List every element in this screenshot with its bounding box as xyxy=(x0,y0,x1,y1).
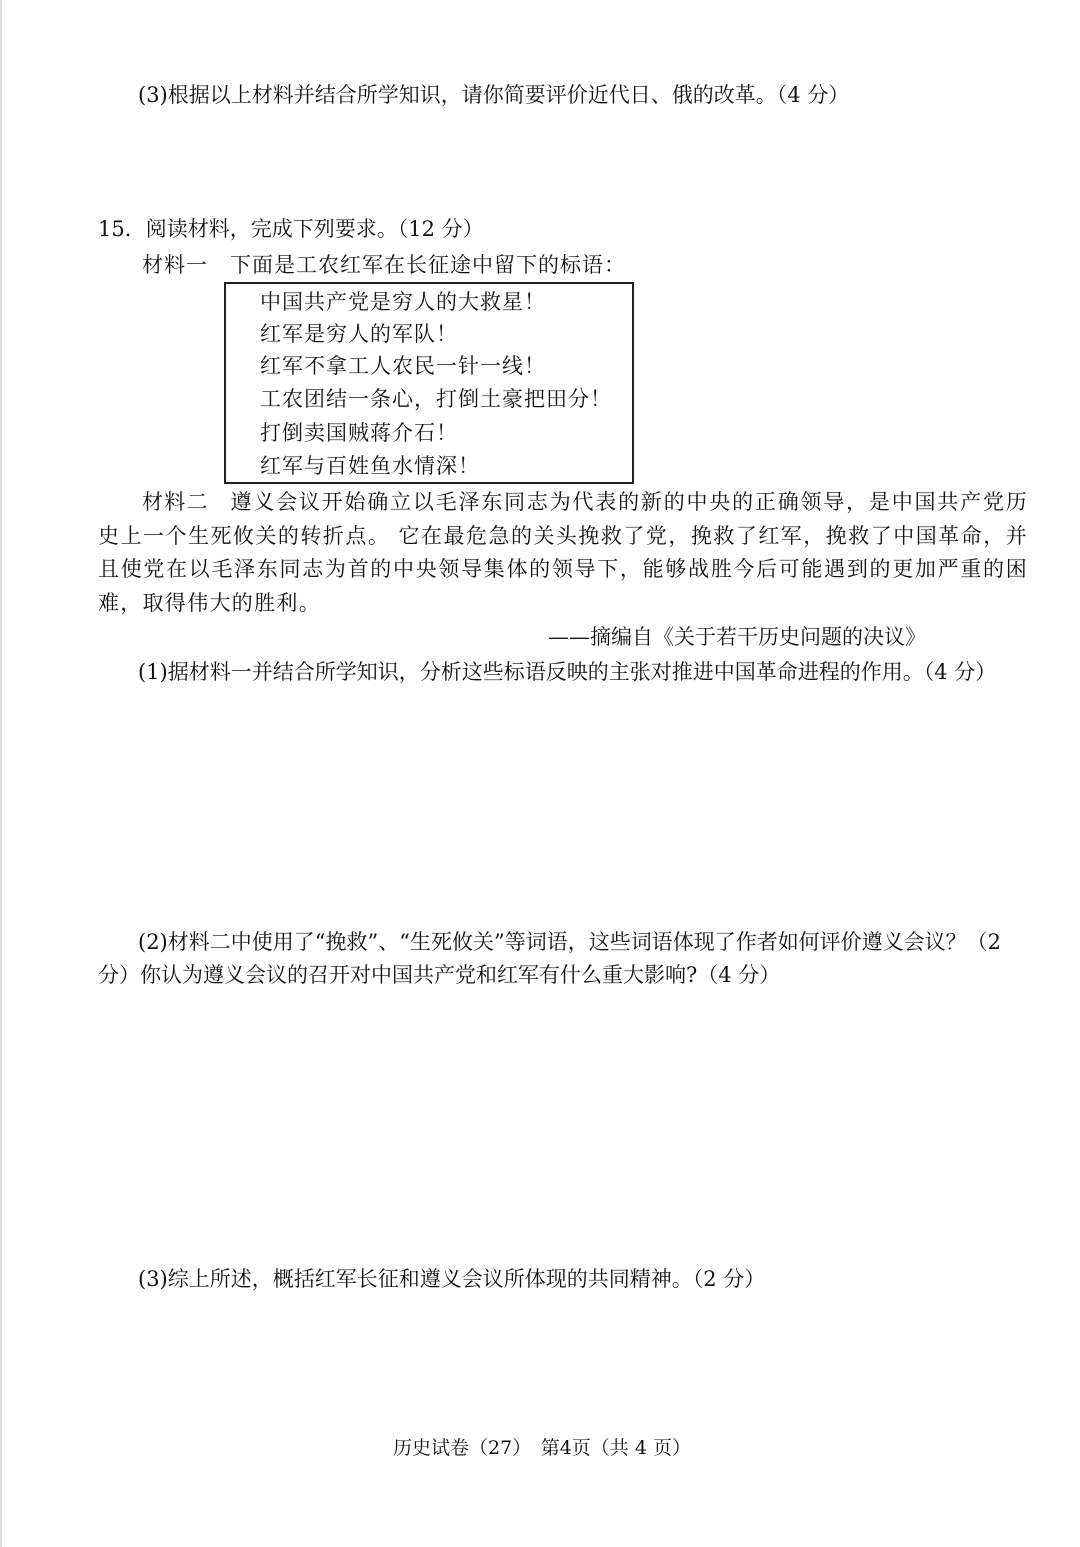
material-1-intro-text: 下面是工农红军在长征途中留下的标语： xyxy=(230,253,626,277)
slogan-6: 红军与百姓鱼水情深！ xyxy=(260,454,480,478)
material-2-source: ——摘编自《关于若干历史问题的决议》 xyxy=(548,625,926,649)
slogan-4: 工农团结一条心，打倒土豪把田分！ xyxy=(260,387,612,411)
material-2-label: 材料二 xyxy=(142,490,209,514)
material-1-label: 材料一 xyxy=(142,253,208,277)
material-1-intro xyxy=(142,250,626,280)
page-footer: 历史试卷（27） 第4页（共 4 页） xyxy=(393,1437,691,1459)
previous-question-3: (3)根据以上材料并结合所学知识，请你简要评价近代日、俄的改革。（4 分） xyxy=(138,83,850,107)
sub-question-3: (3)综上所述，概括红军长征和遵义会议所体现的共同精神。（2 分） xyxy=(138,1267,766,1291)
slogan-box xyxy=(224,282,634,484)
sub-question-1: (1)据材料一并结合所学知识，分析这些标语反映的主张对推进中国革命进程的作用。（4 分） xyxy=(138,660,997,684)
material-2-paragraph xyxy=(98,486,1028,620)
slogan-5: 打倒卖国贼蒋介石！ xyxy=(260,421,458,445)
material-2-text: 遵义会议开始确立以毛泽东同志为代表的新的中央的正确领导，是中国共产党历史上一个生死攸关的转折点。 它在最危急的关头挽救了党，挽救了红军，挽救了中国革命，并且使党在以毛泽东同志为首的中央领导集体的领导下，能够战胜今后可能遇到的更加严重的困难，取得伟大的胜利。 xyxy=(98,490,1028,615)
sub-question-2: (2)材料二中使用了“挽救”、“生死攸关”等词语，这些词语体现了作者如何评价遵义会议？（2 分）你认为遵义会议的召开对中国共产党和红军有什么重大影响?（4 分） xyxy=(98,930,1002,987)
question-15-heading: 15．阅读材料，完成下列要求。（12 分） xyxy=(98,217,484,241)
slogan-2: 红军是穷人的军队！ xyxy=(260,322,458,346)
slogan-3: 红军不拿工人农民一针一线！ xyxy=(260,354,546,378)
slogan-1: 中国共产党是穷人的大救星！ xyxy=(260,290,546,314)
